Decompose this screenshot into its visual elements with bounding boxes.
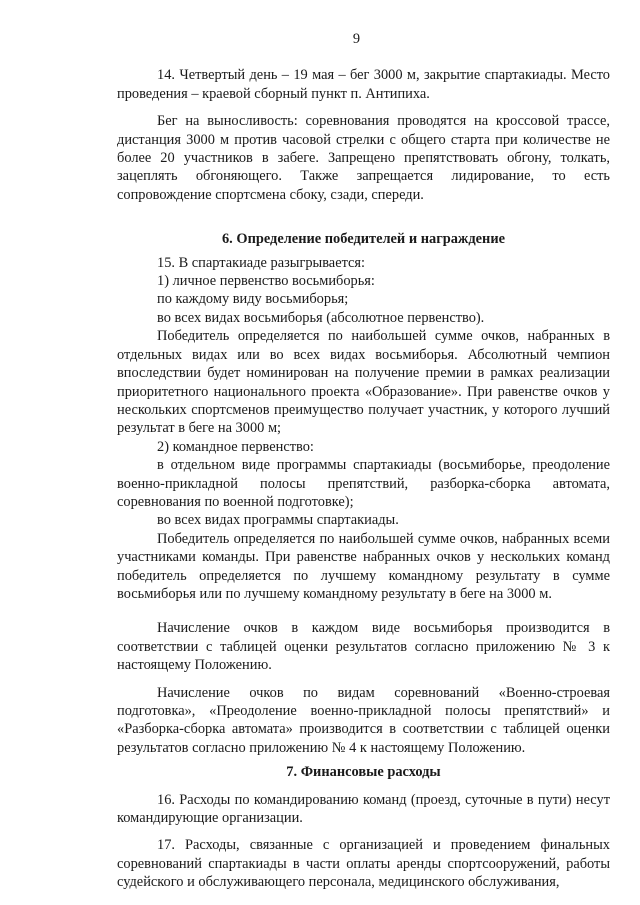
- page-number: 9: [352, 31, 361, 47]
- paragraph-16: 16. Расходы по командированию команд (проезд, суточные в пути) несут командирующие организации.: [117, 791, 610, 827]
- list-subitem-single-program: в отдельном виде программы спартакиады (восьмиборье, преодоление военно-прикладной полосы препятствий, разборка-сборка автомата, соревнования по военной подготовке);: [117, 457, 610, 510]
- paragraph-15: 15. В спартакиаде разыгрывается:: [157, 254, 366, 271]
- section-7-heading: 7. Финансовые расходы: [286, 764, 441, 781]
- section-6-heading: 6. Определение победителей и награждение: [221, 231, 506, 248]
- list-item-personal: 1) личное первенство восьмиборья:: [157, 273, 375, 290]
- list-subitem-all-events: во всех видах восьмиборья (абсолютное первенство).: [157, 309, 485, 326]
- paragraph-scoring-events: Начисление очков по видам соревнований «Военно-строевая подготовка», «Преодоление военно-прикладной полосы препятствий» и «Разборка-сборка автомата» производится в соответствии с таблицей оценки результатов согласно приложению № 4 к настоящему Положению.: [117, 684, 610, 756]
- list-item-team: 2) командное первенство:: [157, 438, 314, 455]
- paragraph-17: 17. Расходы, связанные с организацией и проведением финальных соревнований спартакиады в части оплаты аренды спортсооружений, работы судейского и обслуживающего персонала, медицинского обслуживания,: [117, 837, 610, 891]
- paragraph-personal-winner: Победитель определяется по наибольшей сумме очков, набранных в отдельных видах или во всех видах восьмиборья. Абсолютный чемпион впоследствии будет номинирован на получение премии в рамках реализации приоритетного национального проекта «Образование». При равенстве очков у нескольких спортсменов преимущество получает участник, у которого лучший результат в беге на 3000 м;: [117, 328, 610, 437]
- paragraph-scoring-octathlon: Начисление очков в каждом виде восьмиборья производится в соответствии с таблицей оценки результатов согласно приложению № 3 к настоящему Положению.: [117, 620, 610, 674]
- paragraph-team-winner: Победитель определяется по наибольшей сумме очков, набранных всеми участниками команды. При равенстве набранных очков у нескольких команд победитель определяется по лучшему командному результату в сумме восьмиборья или по лучшему командному результату в беге на 3000 м.: [117, 530, 610, 602]
- paragraph-14: 14. Четвертый день – 19 мая – бег 3000 м, закрытие спартакиады. Место проведения – краевой сборный пункт п. Антипиха.: [117, 67, 610, 102]
- list-subitem-all-program: во всех видах программы спартакиады.: [157, 512, 399, 529]
- list-subitem-each-event: по каждому виду восьмиборья;: [157, 291, 349, 308]
- paragraph-endurance-run: Бег на выносливость: соревнования проводятся на кроссовой трассе, дистанция 3000 м против часовой стрелки с общего старта при количестве не более 20 участников в забеге. Запрещено препятствовать обгону, толкать, зацеплять обгоняющего. Также запрещается лидирование, то есть сопровождение спортсмена сбоку, сзади, спереди.: [117, 113, 610, 203]
